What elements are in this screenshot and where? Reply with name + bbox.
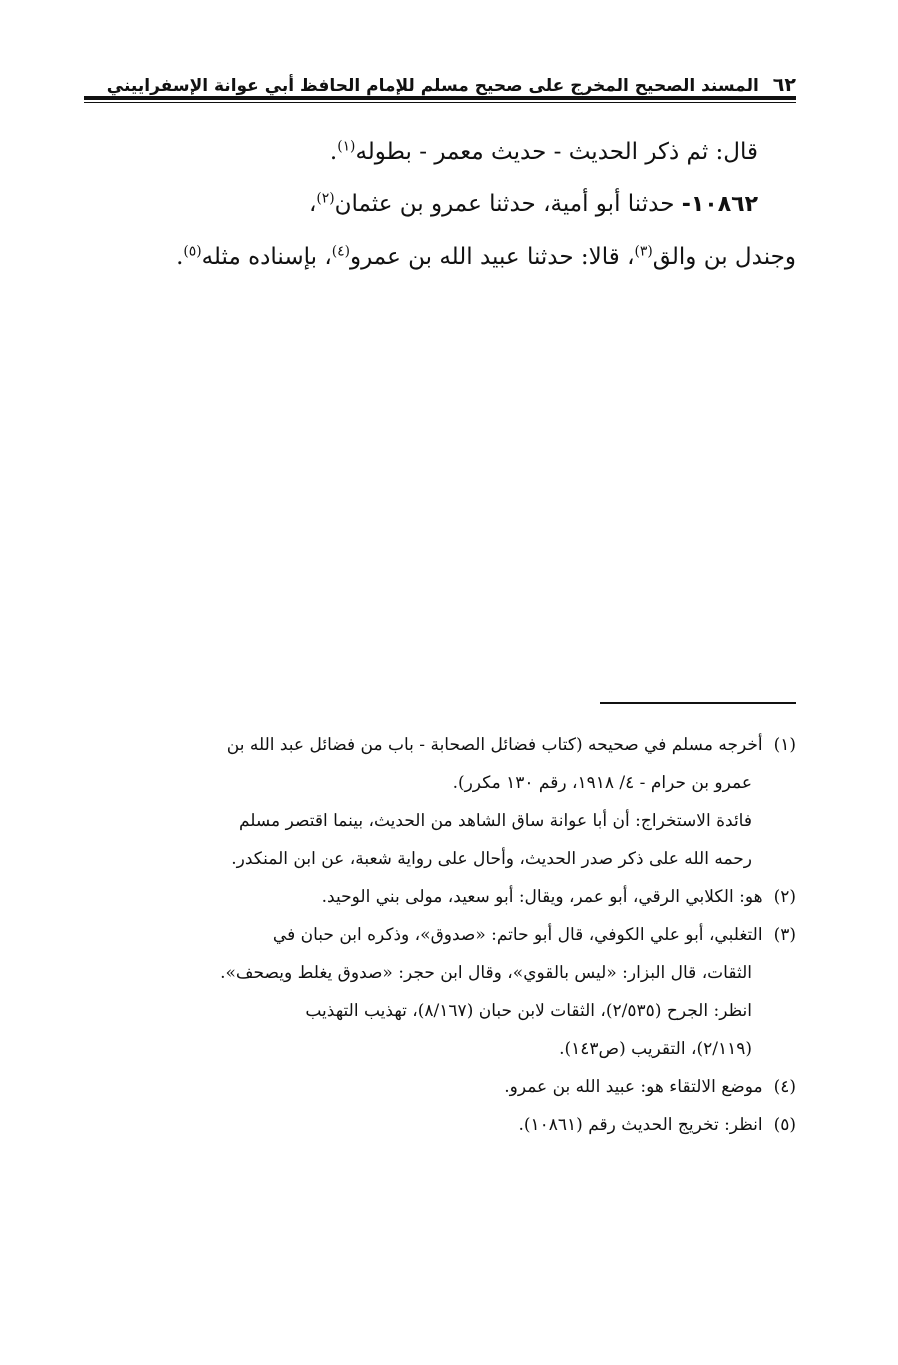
main-line-1 <box>84 126 796 178</box>
main-line-3-text-a: وجندل بن والق <box>652 244 796 270</box>
footnote-5-mark: (٥) <box>773 1115 796 1135</box>
main-text <box>84 126 796 283</box>
main-line-1-end: . <box>329 139 338 165</box>
footnote-3-line-3: انظر: الجرح (٢/٥٣٥)، الثقات لابن حبان (٨/١٦٧)، تهذيب التهذيب <box>305 1001 752 1021</box>
footnote-4-mark: (٤) <box>773 1077 796 1097</box>
footnote-ref-4: (٤) <box>331 243 350 260</box>
footnote-ref-2: (٢) <box>316 190 335 207</box>
footnote-5 <box>84 1106 796 1144</box>
footnote-separator <box>600 702 796 704</box>
footnote-1-mark: (١) <box>773 735 796 755</box>
footnote-1-line-3: فائدة الاستخراج: أن أبا عوانة ساق الشاهد من الحديث، بينما اقتصر مسلم <box>238 811 752 831</box>
running-header <box>84 56 796 96</box>
footnote-3 <box>84 916 796 954</box>
footnote-3-line-2: الثقات، قال البزار: «ليس بالقوي»، وقال ابن حجر: «صدوق يغلط ويصحف». <box>220 963 752 983</box>
main-line-3-text-c: ، بإسناده مثله <box>201 244 332 270</box>
footnote-2 <box>84 878 796 916</box>
footnote-1-line-2: عمرو بن حرام - ٤/ ١٩١٨، رقم ١٣٠ مكرر). <box>452 773 752 793</box>
footnote-ref-5: (٥) <box>183 243 202 260</box>
main-line-2 <box>84 178 796 231</box>
footnote-ref-1: (١) <box>337 138 356 155</box>
footnote-3-line-1: التغلبي، أبو علي الكوفي، قال أبو حاتم: «صدوق»، وذكره ابن حبان في <box>272 925 763 945</box>
header-rule-thin <box>84 102 796 103</box>
footnotes <box>84 726 796 1144</box>
footnote-1-line-4: رحمه الله على ذكر صدر الحديث، وأحال على رواية شعبة، عن ابن المنكدر. <box>231 849 752 869</box>
footnote-2-line-1: هو: الكلابي الرقي، أبو عمر، ويقال: أبو سعيد، مولى بني الوحيد. <box>321 887 763 907</box>
hadith-number: ١٠٨٦٢- <box>681 192 758 217</box>
main-line-2-text: حدثنا أبو أمية، حدثنا عمرو بن عثمان <box>334 191 675 217</box>
main-line-2-end: ، <box>308 191 317 217</box>
main-line-1-text: قال: ثم ذكر الحديث - حديث معمر - بطوله <box>355 139 758 165</box>
main-line-3-end: . <box>176 244 184 270</box>
page-number: ٦٢ <box>772 74 796 96</box>
footnote-2-mark: (٢) <box>773 887 796 907</box>
running-title: المسند الصحيح المخرج على صحيح مسلم للإمام الحافظ أبي عوانة الإسفراييني <box>106 76 759 96</box>
footnote-5-line-1: انظر: تخريج الحديث رقم (١٠٨٦١). <box>518 1115 763 1135</box>
footnote-4 <box>84 1068 796 1106</box>
footnote-3-line-4: (٢/١١٩)، التقريب (ص١٤٣). <box>559 1039 752 1059</box>
footnote-ref-3: (٣) <box>634 243 653 260</box>
main-line-3 <box>84 231 796 283</box>
footnote-3-mark: (٣) <box>773 925 796 945</box>
footnote-1 <box>84 726 796 764</box>
main-line-3-text-b: ، قالا: حدثنا عبيد الله بن عمرو <box>349 244 635 270</box>
header-rule-thick <box>84 96 796 100</box>
footnote-1-line-1: أخرجه مسلم في صحيحه (كتاب فضائل الصحابة - باب من فضائل عبد الله بن <box>226 735 763 755</box>
footnote-4-line-1: موضع الالتقاء هو: عبيد الله بن عمرو. <box>504 1077 763 1097</box>
